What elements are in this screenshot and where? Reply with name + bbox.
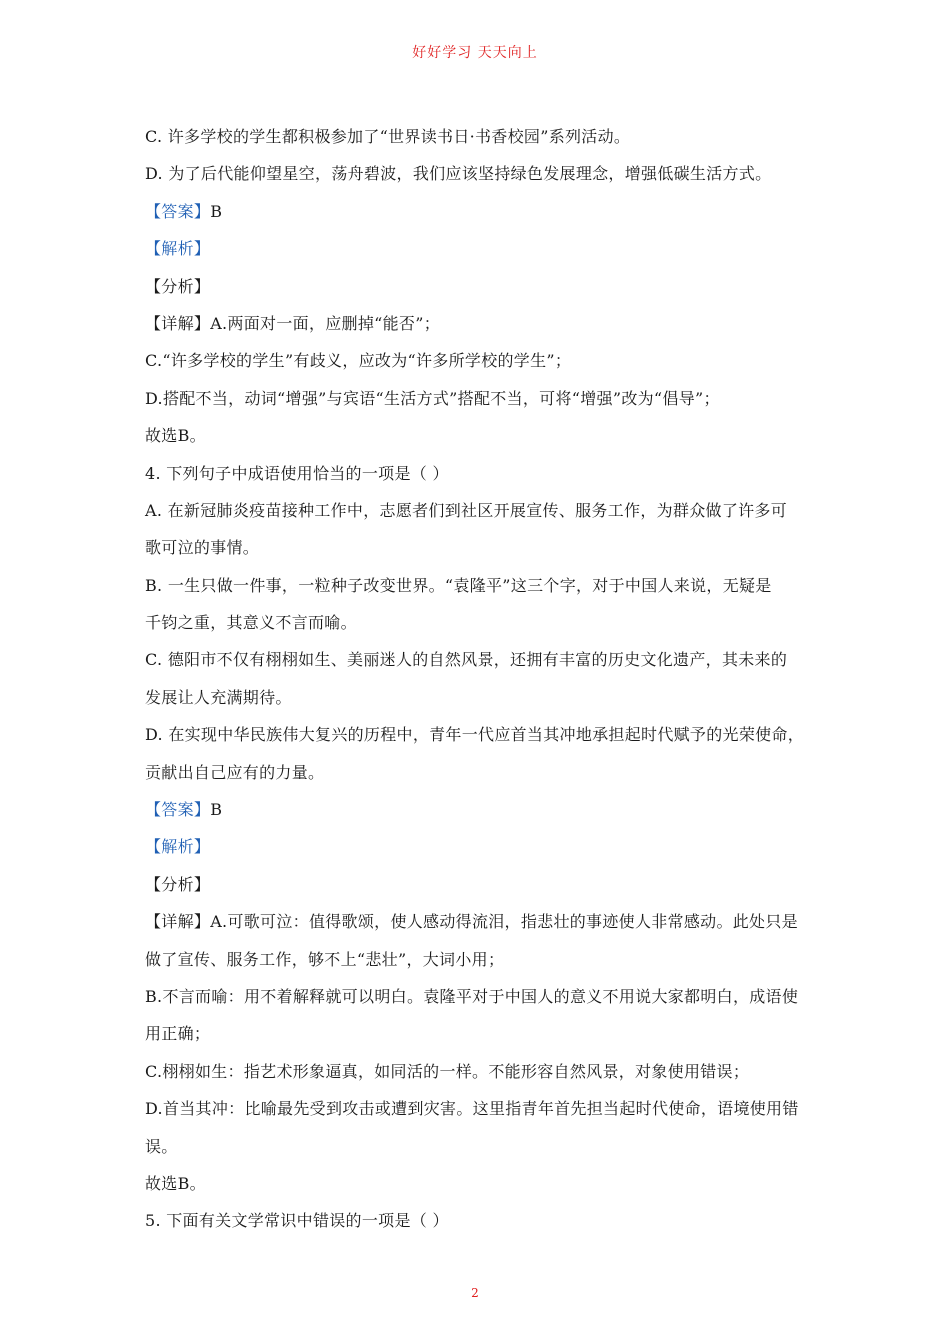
answer-label: 【答案】 [145,201,211,221]
answer-label: 【答案】 [145,800,211,820]
text-line: C.“许多学校的学生”有歧义，应改为“许多所学校的学生”； [145,351,572,371]
option-line: D. 在实现中华民族伟大复兴的历程中，青年一代应首当其冲地承担起时代赋予的光荣使命， [145,725,805,745]
text-line: C.栩栩如生：指艺术形象逼真，如同活的一样。不能形容自然风景，对象使用错误； [145,1061,750,1081]
option-line: A. 在新冠肺炎疫苗接种工作中，志愿者们到社区开展宣传、服务工作，为群众做了许多可 [145,500,788,520]
option-line: 歌可泣的事情。 [145,538,260,558]
option-line: 发展让人充满期待。 [145,687,292,707]
document-body [145,118,815,1240]
option-line: B. 一生只做一件事，一粒种子改变世界。“袁隆平”这三个字，对于中国人来说，无疑是 [145,575,772,595]
text-line: D.首当其冲：比喻最先受到攻击或遭到灾害。这里指青年首先担当起时代使命，语境使用错 [145,1099,799,1119]
answer-line: 【答案】B [145,800,223,820]
question-line: 4. 下列句子中成语使用恰当的一项是（ ） [145,463,449,483]
analysis-heading [145,230,815,267]
text-line: D.搭配不当，动词“增强”与宾语“生活方式”搭配不当，可将“增强”改为“倡导”； [145,388,720,408]
option-line: 贡献出自己应有的力量。 [145,762,325,782]
page-number: 2 [471,1286,479,1300]
option-line: D. 为了后代能仰望星空，荡舟碧波，我们应该坚持绿色发展理念，增强低碳生活方式。 [145,164,772,184]
text-line: 做了宣传、服务工作，够不上“悲壮”，大词小用； [145,949,505,969]
answer-line: 【答案】B [145,201,223,221]
analysis-label: 【解析】 [145,239,211,259]
text-line: 【分析】 [145,874,211,894]
option-line: 千钧之重，其意义不言而喻。 [145,613,357,633]
text-line: 误。 [145,1136,178,1156]
question-line: 5. 下面有关文学常识中错误的一项是（ ） [145,1211,449,1231]
text-line: 【详解】A.两面对一面，应删掉“能否”； [145,313,441,333]
text-line: 故选B。 [145,426,206,446]
analysis-label: 【解析】 [145,837,211,857]
text-line: 【详解】A.可歌可泣：值得歌颂，使人感动得流泪，指悲壮的事迹使人非常感动。此处只是 [145,912,798,932]
text-line: 用正确； [145,1024,211,1044]
text-line: 【分析】 [145,276,211,296]
option-line: C. 许多学校的学生都积极参加了“世界读书日·书香校园”系列活动。 [145,127,631,146]
text-line: 故选B。 [145,1173,206,1193]
analysis-heading [145,828,815,865]
text-line: B.不言而喻：用不着解释就可以明白。袁隆平对于中国人的意义不用说大家都明白，成语使 [145,986,799,1006]
page-header: 好好学习 天天向上 [412,45,538,61]
option-line: C. 德阳市不仅有栩栩如生、美丽迷人的自然风景，还拥有丰富的历史文化遗产，其未来的 [145,650,788,670]
